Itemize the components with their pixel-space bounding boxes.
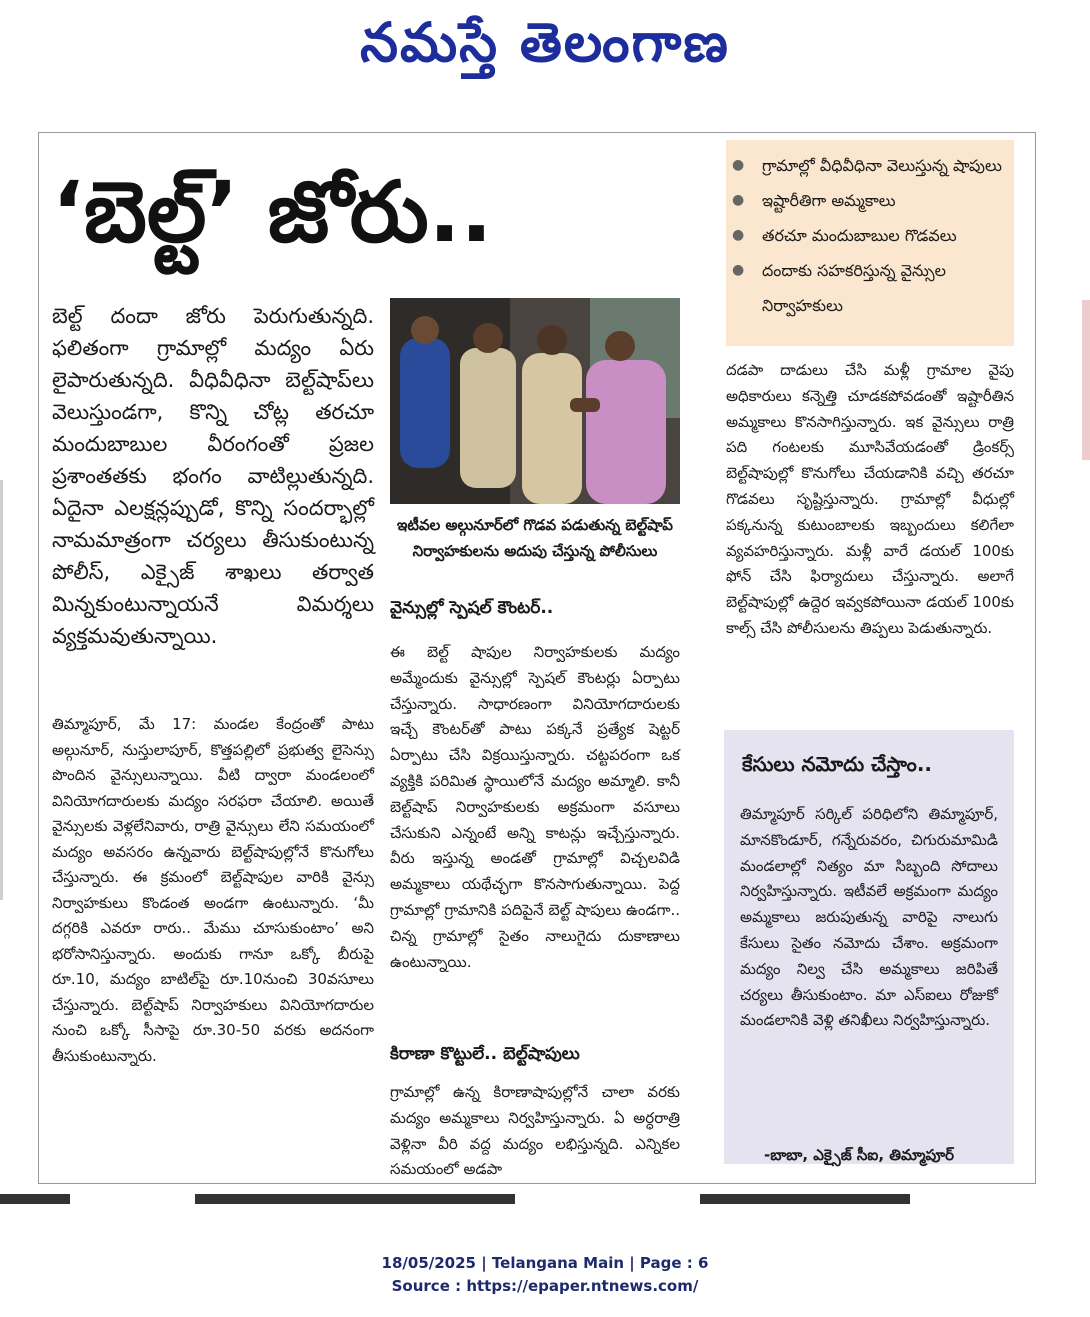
- bullet-icon: ●: [732, 192, 745, 208]
- quote-box-title: కేసులు నమోదు చేస్తాం..: [742, 752, 933, 776]
- bullet-icon: ●: [732, 157, 745, 173]
- highlight-item: ● తరచూ మందుబాబుల గొడవలు: [762, 218, 1006, 253]
- adjacent-page-edge-right: [1082, 300, 1090, 460]
- photo-caption: ఇటీవల అల్గునూర్‌లో గొడవ పడుతున్న బెల్ట్‌షాప్ నిర్వాహకులను అదుపు చేస్తున్న పోలీసులు: [397, 516, 673, 560]
- highlight-item: ● ఇష్టారీతిగా అమ్మకాలు: [762, 183, 1006, 218]
- article-column-2b: గ్రామాల్లో ఉన్న కిరాణాషాపుల్లోనే చాలా వరకు మద్యం అమ్మకాలు నిర్వహిస్తున్నారు. ఏ అర్ధరాత్రి వెళ్లినా వీరి వద్ద మద్యం లభిస్తున్నది. ఎన్నికల సమయంలో అడపా: [390, 1083, 680, 1179]
- footer-source-link[interactable]: Source : https://epaper.ntnews.com/: [391, 1277, 699, 1295]
- bullet-icon: ●: [732, 262, 745, 278]
- article-column-3: దడపా దాడులు చేసి మళ్లీ గ్రామాల వైపు అధికారులు కన్నెత్తి చూడకపోవడంతో ఇష్టారీతిన అమ్మకాలు కొనసాగిస్తున్నారు. ఇక వైన్సులు రాత్రి పది గంటలకు మూసివేయడంతో డ్రింకర్స్ బెల్ట్‌షాపుల్లో కొనుగోలు చేయడానికి వచ్చి తరచూ గొడవలు సృష్టిస్తున్నారు. గ్రామాల్లో వీధుల్లో పక్కనున్న కుటుంబాలకు ఇబ్బందులు కలిగేలా వ్యవహరిస్తున్నారు. మళ్లీ వారే డయల్ 100కు ఫోన్ చేసి ఫిర్యాదులు చేస్తున్నారు. అలాగే బెల్ట్‌షాపుల్లో ఉద్దెర ఇవ్వకపోయినా డయల్ 100కు కాల్స్ చేసి పోలీసులను తిప్పలు పెడుతున్నారు.: [726, 361, 1014, 637]
- highlight-item: ● దందాకు సహకరిస్తున్న వైన్సుల నిర్వాహకులు: [762, 253, 1006, 323]
- police-scene-illustration: [390, 298, 680, 504]
- lead-paragraph: బెల్ట్ దందా జోరు పెరుగుతున్నది. ఫలితంగా గ్రామాల్లో మద్యం ఏరు లైపారుతున్నది. వీధివీధినా బెల్ట్‌షాప్‌లు వెలుస్తుండగా, కొన్ని చోట్ల తరచూ మందుబాబుల వీరంగంతో ప్రజల ప్రశాంతతకు భంగం వాటిల్లుతున్నది. ఏదైనా ఎలక్షన్లప్పుడో, కొన్ని సందర్భాల్లో నామమాత్రంగా చర్యలు తీసుకుంటున్న పోలీస్, ఎక్సైజ్ శాఖలు తర్వాత మిన్నకుంటున్నాయనే విమర్శలు వ్యక్తమవుతున్నాయి.: [52, 304, 374, 648]
- highlights-box: [726, 140, 1014, 346]
- quote-box: [724, 730, 1014, 1164]
- article-column-1: తిమ్మాపూర్, మే 17: మండల కేంద్రంతో పాటు అల్గునూర్, నుస్తులాపూర్, కొత్తపల్లిలో ప్రభుత్వ లైసెన్సు పొందిన వైన్సులున్నాయి. వీటి ద్వారా మండలంలో వినియోగదారులకు మద్యం సరఫరా చేయాలి. అయితే వైన్సులకు వెళ్లలేనివారు, రాత్రి వైన్సులు లేని సమయంలో మద్యం అవసరం ఉన్నవారు బెల్ట్‌షాపుల్లోనే కొనుగోలు చేస్తున్నారు. ఈ క్రమంలో బెల్ట్‌షాపుల వారికి వైన్సు నిర్వాహకులు కొండంత అండగా ఉంటున్నారు. ‘మీ దగ్గరికి ఎవరూ రారు.. మేము చూసుకుంటాం’ అని భరోసానిస్తున్నారు. అందుకు గానూ ఒక్కో బీరుపై రూ.10, మద్యం బాటిల్‌పై రూ.10నుంచి 30వసూలు చేస్తున్నారు. బెల్ట్‌షాప్ నిర్వాహకులు వినియోగదారుల నుంచి ఒక్కో సీసాపై రూ.30-50 వరకు అదనంగా తీసుకుంటున్నారు.: [52, 715, 374, 1065]
- headline: ‘బెల్ట్’ జోరు..: [52, 163, 493, 261]
- footer-date-page: 18/05/2025 | Telangana Main | Page : 6: [381, 1254, 709, 1272]
- quote-box-signature: -బాబా, ఎక్సైజ్ సీఐ, తిమ్మాపూర్: [764, 1146, 955, 1164]
- bullet-icon: ●: [732, 227, 745, 243]
- cropped-text-fragments: [0, 1192, 1090, 1208]
- adjacent-page-edge: [0, 480, 3, 900]
- cropped-next-headlines: [0, 1192, 1090, 1208]
- article-column-2a: ఈ బెల్ట్ షాపుల నిర్వాహకులకు మద్యం అమ్మేందుకు వైన్సుల్లో స్పెషల్ కౌంటర్లు ఏర్పాటు చేస్తున్నారు. సాధారణంగా వినియోగదారులకు ఇచ్చే కౌంటర్‌తో పాటు పక్కనే ప్రత్యేక షెట్టర్ ఏర్పాటు చేసి విక్రయిస్తున్నారు. చట్టపరంగా ఒక వ్యక్తికి పరిమిత స్థాయిలోనే మద్యం అమ్మాలి. కానీ బెల్ట్‌షాప్ నిర్వాహకులకు అక్రమంగా వసూలు చేసుకుని ఎన్నంటే అన్ని కాటన్లు ఇచ్చేస్తున్నారు. వీరు ఇస్తున్న అండతో గ్రామాల్లో విచ్చలవిడి అమ్మకాలు యథేచ్ఛగా కొనసాగుతున్నాయి. పెద్ద గ్రామాల్లో గ్రామానికి పదిపైనే బెల్ట్ షాపులు ఉండగా.. చిన్న గ్రామాల్లో సైతం నాలుగైదు దుకాణాలు ఉంటున్నాయి.: [390, 643, 680, 971]
- news-photo: [390, 298, 680, 504]
- subheading-special-counter: వైన్సుల్లో స్పెషల్ కౌంటర్..: [390, 598, 554, 618]
- masthead-logo: నమస్తే తెలంగాణ: [360, 10, 730, 74]
- highlight-item: ● గ్రామాల్లో వీధివీధినా వెలుస్తున్న షాపులు: [762, 148, 1006, 183]
- quote-box-body: తిమ్మాపూర్ సర్కిల్ పరిధిలోని తిమ్మాపూర్, మానకొండూర్, గన్నేరువరం, చిగురుమామిడి మండలాల్లో నిత్యం మా సిబ్బంది సోదాలు నిర్వహిస్తున్నారు. ఇటీవలే అక్రమంగా మద్యం అమ్మకాలు జరుపుతున్న వారిపై నాలుగు కేసులు సైతం నమోదు చేశాం. అక్రమంగా మద్యం నిల్వ చేసి అమ్మకాలు జరిపితే చర్యలు తీసుకుంటాం. మా ఎస్‌ఐలు రోజుకో మండలానికి వెళ్లి తనిఖీలు నిర్వహిస్తున్నారు.: [740, 805, 998, 1030]
- subheading-kirana: కిరాణా కొట్టులే.. బెల్ట్‌షాపులు: [390, 1044, 580, 1064]
- page-footer: [0, 1252, 1090, 1298]
